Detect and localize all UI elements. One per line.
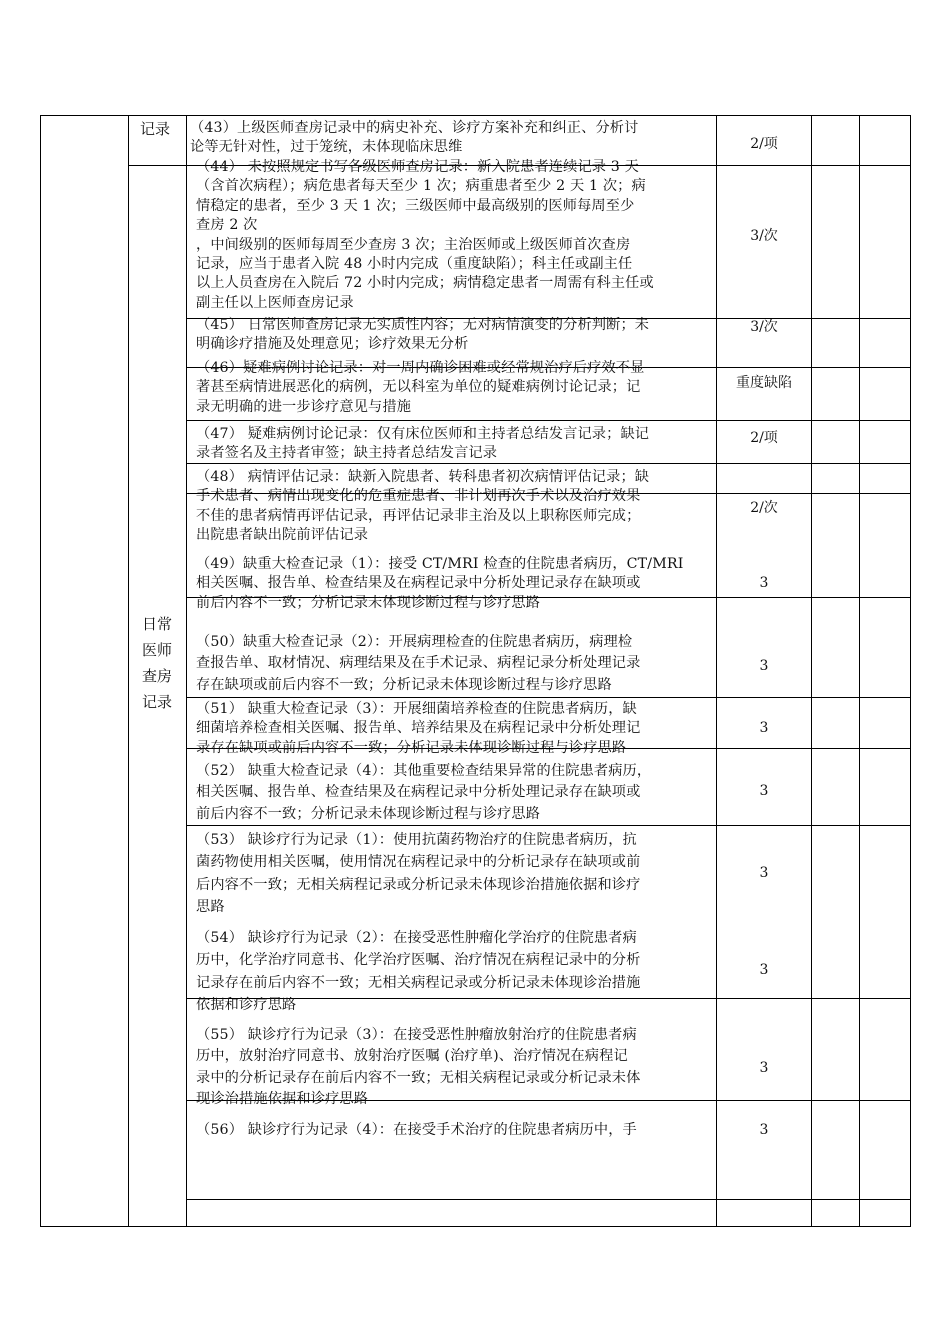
section-label-top: 记录 [140, 120, 171, 138]
item-48-text [196, 468, 714, 546]
item-52-text [196, 762, 714, 824]
item-47-score: 2/项 [750, 430, 778, 446]
item-56-score: 3 [759, 1122, 769, 1138]
text-line: （49）缺重大检查记录（1）：接受 CT/MRI 检查的住院患者病历，CT/MRI [196, 556, 684, 572]
item-49-text [196, 555, 714, 613]
text-line: （44） 未按照规定书写各级医师查房记录：新入院患者连续记录 3 天 [196, 159, 639, 175]
item-43-score: 2/项 [750, 136, 778, 152]
text-line: 录存在缺项或前后内容不一致；分析记录未体现诊断过程与诊疗思路 [196, 739, 627, 756]
text-line: （56） 缺诊疗行为记录（4）：在接受手术治疗的住院患者病历中，手 [196, 1122, 637, 1138]
text-line: （48） 病情评估记录：缺新入院患者、转科患者初次病情评估记录；缺 [196, 469, 650, 485]
item-43-text [190, 119, 708, 158]
text-line: 录无明确的进一步诊疗意见与措施 [196, 398, 412, 415]
item-48-score: 2/次 [750, 500, 778, 516]
item-45-score: 3/次 [750, 319, 778, 335]
text-line: （45） 日常医师查房记录无实质性内容；无对病情演变的分析判断；未 [196, 317, 650, 333]
item-51-text [196, 700, 714, 758]
item-53-text [196, 831, 714, 918]
text-line: 现诊治措施依据和诊疗思路 [196, 1091, 369, 1108]
text-line: 细菌培养检查相关医嘱、报告单、培养结果及在病程记录中分析处理记 [196, 720, 641, 737]
text-line: 前后内容不一致；分析记录未体现诊断过程与诊疗思路 [196, 594, 541, 611]
item-54-score: 3 [759, 962, 769, 978]
text-line: 后内容不一致；无相关病程记录或分析记录未体现诊治措施依据和诊疗 [196, 876, 641, 893]
text-line: 依据和诊疗思路 [196, 997, 297, 1014]
text-line: 记录，应当于患者入院 48 小时内完成（重度缺陷）；科主任或副主任 [196, 256, 633, 273]
text-line: （43）上级医师查房记录中的病史补充、诊疗方案补充和纠正、分析讨 [190, 120, 639, 136]
text-line: 情稳定的患者，至少 3 天 1 次；三级医师中最高级别的医师每周至少 [196, 197, 635, 214]
text-line: 存在缺项或前后内容不一致；分析记录未体现诊断过程与诊疗思路 [196, 676, 612, 693]
text-line: 录中的分析记录存在前后内容不一致；无相关病程记录或分析记录未体 [196, 1069, 641, 1086]
text-line: 不佳的患者病情再评估记录，再评估记录非主治及以上职称医师完成； [196, 507, 641, 524]
text-line: （含首次病程）；病危患者每天至少 1 次；病重患者至少 2 天 1 次；病 [196, 178, 646, 195]
text-line: 相关医嘱、报告单、检查结果及在病程记录中分析处理记录存在缺项或 [196, 784, 641, 801]
section-label-main [129, 611, 185, 715]
text-line: （51） 缺重大检查记录（3）：开展细菌培养检查的住院患者病历，缺 [196, 701, 637, 717]
text-line: 菌药物使用相关医嘱，使用情况在病程记录中的分析记录存在缺项或前 [196, 854, 641, 871]
text-line: 查房 2 次 [196, 217, 258, 234]
item-46-text [196, 359, 714, 417]
text-line: 日常 [141, 615, 172, 633]
text-line: （50）缺重大检查记录（2）：开展病理检查的住院患者病历，病理检 [196, 634, 633, 650]
item-50-text [196, 633, 714, 695]
item-49-score: 3 [759, 575, 769, 591]
text-line: 录者签名及主持者审签；缺主持者总结发言记录 [196, 445, 498, 462]
text-line: 历中，化学治疗同意书、化学治疗医嘱、治疗情况在病程记录中的分析 [196, 952, 641, 969]
item-53-score: 3 [759, 865, 769, 881]
text-line: （46）疑难病例讨论记录：对一周内确诊困难或经常规治疗后疗效不显 [196, 360, 645, 376]
text-line: 出院患者缺出院前评估记录 [196, 527, 369, 544]
item-51-score: 3 [759, 720, 769, 736]
text-line: 副主任以上医师查房记录 [196, 294, 354, 311]
item-55-text [196, 1026, 714, 1110]
text-line: 医师 [141, 641, 172, 659]
text-line: 记录 [141, 693, 172, 711]
text-line: 明确诊疗措施及处理意见；诊疗效果无分析 [196, 336, 469, 353]
item-55-score: 3 [759, 1060, 769, 1076]
text-line: 查房 [141, 667, 172, 685]
item-52-score: 3 [759, 783, 769, 799]
text-line: （52） 缺重大检查记录（4）：其他重要检查结果异常的住院患者病历， [196, 763, 652, 779]
text-line: 相关医嘱、报告单、检查结果及在病程记录中分析处理记录存在缺项或 [196, 575, 641, 592]
text-line: 查报告单、取材情况、病理结果及在手术记录、病程记录分析处理记录 [196, 655, 641, 672]
item-50-score: 3 [759, 658, 769, 674]
text-line: 历中，放射治疗同意书、放射治疗医嘱 (治疗单)、治疗情况在病程记 [196, 1048, 628, 1065]
item-44-text [196, 158, 714, 313]
item-56-text [196, 1121, 714, 1140]
item-47-text [196, 425, 714, 464]
text-line: 手术患者、病情出现变化的危重症患者、非计划再次手术以及治疗效果 [196, 488, 641, 505]
text-line: 著甚至病情进展恶化的病例，无以科室为单位的疑难病例讨论记录；记 [196, 379, 641, 396]
item-54-text [196, 929, 714, 1016]
text-line: 前后内容不一致；分析记录未体现诊断过程与诊疗思路 [196, 805, 541, 822]
text-line: （47） 疑难病例讨论记录：仅有床位医师和主持者总结发言记录；缺记 [196, 426, 650, 442]
item-45-text [196, 316, 714, 355]
item-44-score: 3/次 [750, 228, 778, 244]
item-46-score: 重度缺陷 [736, 375, 792, 391]
text-line: （55） 缺诊疗行为记录（3）：在接受恶性肿瘤放射治疗的住院患者病 [196, 1027, 637, 1043]
text-line: 论等无针对性，过于笼统，未体现临床思维 [190, 139, 463, 156]
text-line: （54） 缺诊疗行为记录（2）：在接受恶性肿瘤化学治疗的住院患者病 [196, 930, 637, 946]
text-line: 思路 [196, 899, 225, 916]
text-line: （53） 缺诊疗行为记录（1）：使用抗菌药物治疗的住院患者病历，抗 [196, 832, 637, 848]
text-line: 以上人员查房在入院后 72 小时内完成；病情稳定患者一周需有科主任或 [196, 275, 654, 292]
text-line: ，中间级别的医师每周至少查房 3 次；主治医师或上级医师首次查房 [196, 236, 631, 253]
text-line: 记录存在前后内容不一致；无相关病程记录或分析记录未体现诊治措施 [196, 974, 641, 991]
